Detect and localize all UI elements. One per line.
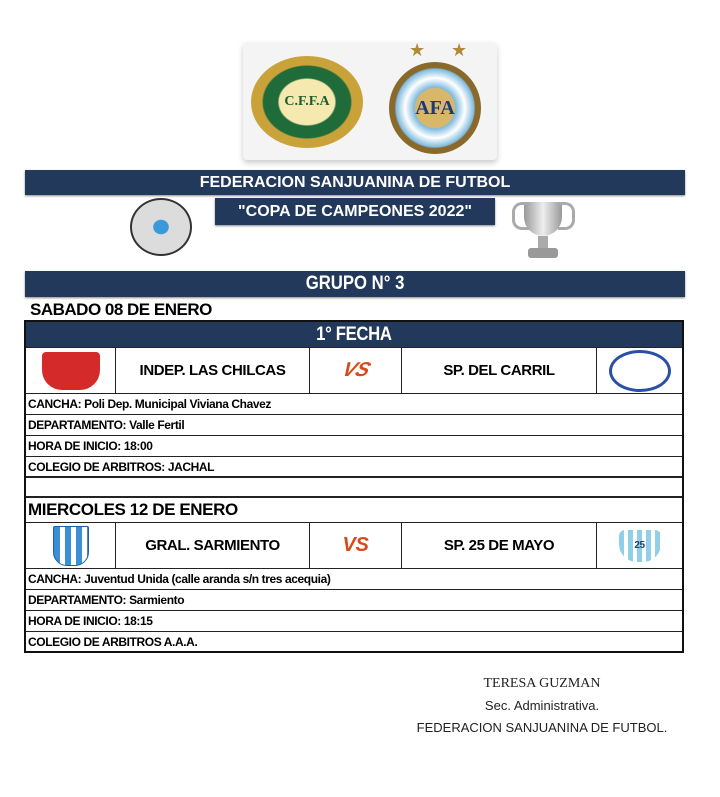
signature-role: Sec. Administrativa. (484, 698, 600, 713)
fecha-header: 1° FECHA (26, 322, 682, 348)
fixture-table (24, 320, 684, 653)
info-row: COLEGIO DE ARBITROS: JACHAL (26, 457, 682, 478)
star-icon: ★ (409, 40, 426, 60)
match-row (26, 523, 682, 569)
afa-logo: AFA (389, 62, 481, 154)
info-row: COLEGIO DE ARBITROS A.A.A. (28, 634, 198, 649)
sarmiento-crest-icon (53, 526, 89, 566)
info-row: CANCHA: Poli Dep. Municipal Viviana Chavez (26, 394, 682, 415)
signature-org: FEDERACION SANJUANINA DE FUTBOL. (416, 720, 668, 735)
matchday-date: MIERCOLES 12 DE ENERO (26, 498, 682, 523)
info-row: CANCHA: Juventud Unida (calle aranda s/n tres acequia) (26, 569, 682, 590)
info-row: DEPARTAMENTO: Sarmiento (26, 590, 682, 611)
federation-banner: FEDERACION SANJUANINA DE FUTBOL (25, 170, 685, 195)
federation-seal-icon (130, 198, 192, 256)
tournament-banner: "COPA DE CAMPEONES 2022" (215, 198, 495, 225)
spacer-row (26, 478, 682, 498)
home-team: GRAL. SARMIENTO (116, 523, 310, 568)
matchday-date: SABADO 08 DE ENERO (30, 300, 212, 319)
vs-icon: VS (342, 534, 369, 556)
info-row: HORA DE INICIO: 18:15 (26, 611, 682, 632)
info-row: HORA DE INICIO: 18:00 (26, 436, 682, 457)
away-team: SP. 25 DE MAYO (402, 523, 597, 568)
group-title: GRUPO N° 3 (305, 273, 405, 294)
independiente-crest-icon (42, 352, 100, 390)
away-team: SP. DEL CARRIL (402, 348, 597, 393)
del-carril-crest-icon (609, 350, 671, 392)
logos-panel (243, 42, 497, 160)
home-team: INDEP. LAS CHILCAS (116, 348, 310, 393)
match-row (26, 348, 682, 394)
info-row: DEPARTAMENTO: Valle Fertil (26, 415, 682, 436)
cffa-logo: C.F.F.A (251, 56, 363, 148)
trophy-icon (510, 200, 576, 262)
signature-name: TERESA GUZMAN (483, 676, 601, 691)
25-de-mayo-crest-icon: 25 (619, 530, 661, 562)
star-icon: ★ (451, 40, 468, 60)
group-banner (25, 271, 685, 297)
vs-icon: VS (338, 359, 373, 381)
